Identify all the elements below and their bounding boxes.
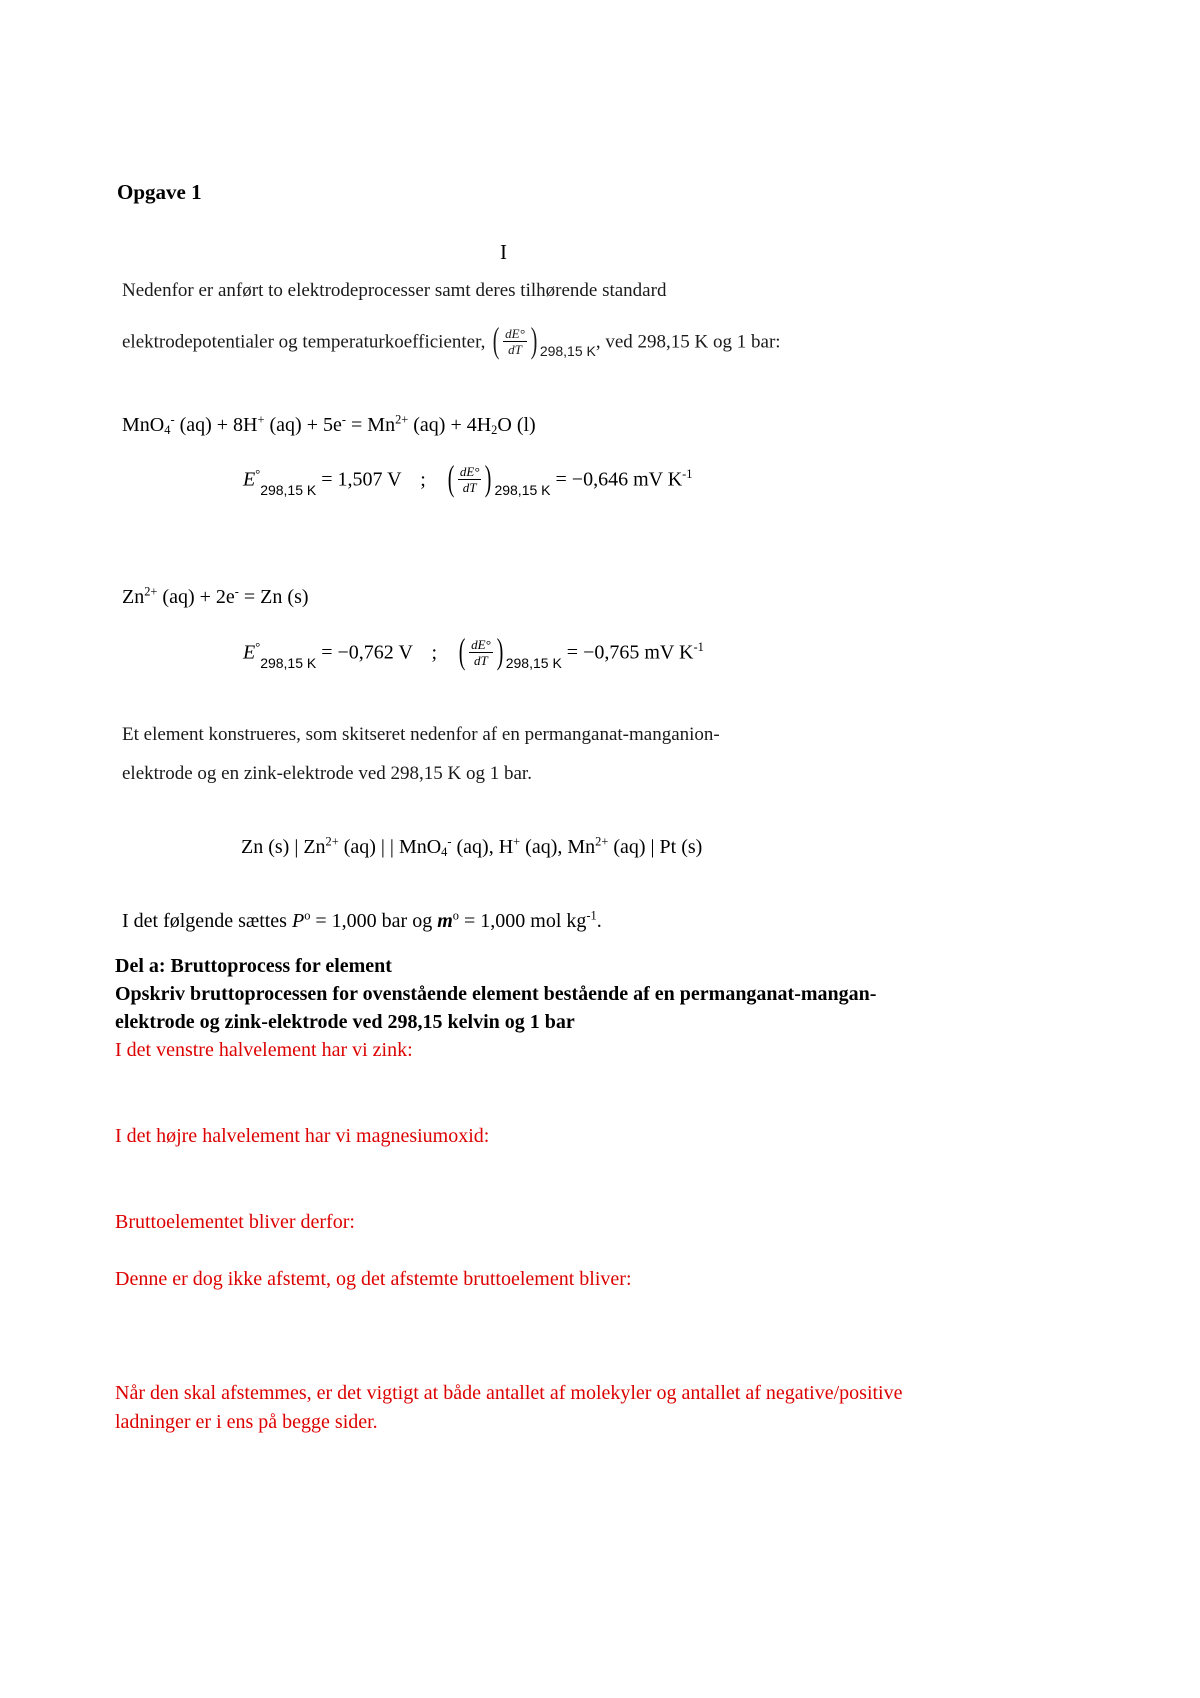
reaction-2-equation: $Zn^{2+}$ (aq) + 2e- = Zn (s) xyxy=(122,584,309,608)
reaction-2-coef-value: = −0,765 mV K xyxy=(566,641,694,664)
reaction-2-e-value: = −0,762 V xyxy=(321,641,413,664)
derivative-subscript: 298,15 K xyxy=(539,343,596,360)
page-title: Opgave 1 xyxy=(117,180,202,204)
intro-line-2-prefix: elektrodepotentialer og temperaturkoefficienter, xyxy=(122,331,486,353)
intro-line-2: elektrodepotentialer og temperaturkoefficienter, ( $\frac{dE^\circ}{dT}$ ) $_{298,15 K}$, ved 298,15 K og 1 bar: xyxy=(122,320,781,360)
reaction-1-equation: MnO$_4$- (aq) + 8H+ $(aq) + 5e^- = Mn^{2+}$ $(aq) + 4H_2O$ (l) xyxy=(122,412,536,438)
reaction-2-potential: $E^\circ_{298,15 K} = -0,762$ V ; ( $\frac{dE^\circ}{dT}$ ) $_{298,15 K}$ = −0,765 mV $K^{-1}$ xyxy=(243,631,704,671)
answer-note-line-2: ladninger er i ens på begge sider. xyxy=(115,1411,378,1433)
derivative-fraction: $\frac{dE^\circ}{dT}$ xyxy=(505,325,525,357)
answer-note-line-1: Når den skal afstemmes, er det vigtigt at både antallet af molekyler og antallet af negative/positive xyxy=(115,1382,903,1404)
answer-balance: Denne er dog ikke afstemt, og det afstemte bruttoelement bliver: xyxy=(115,1268,632,1290)
answer-brutto: Bruttoelementet bliver derfor: xyxy=(115,1211,355,1233)
intro-line-2-suffix: , ved 298,15 K og 1 bar: xyxy=(595,331,781,353)
task-line-2: elektrode og zink-elektrode ved 298,15 kelvin og 1 bar xyxy=(115,1011,575,1033)
standard-values-line: I det følgende sættes $P^o = 1,000$ bar og $m^o = 1,000$ mol $kg^{-1}$. xyxy=(122,908,602,932)
answer-right-half: I det højre halvelement har vi magnesiumoxid: xyxy=(115,1125,490,1147)
task-line-1: Opskriv bruttoprocessen for ovenstående element bestående af en permanganat-mangan- xyxy=(115,983,877,1005)
reaction-1-e-value: = 1,507 V xyxy=(321,468,402,491)
reaction-1-coef-value: = −0,646 mV K xyxy=(555,468,683,491)
cell-notation: Zn (s) | $Zn^{2+}$ (aq) | | MnO$_4$- (aq), H+ (aq), $Mn^{2+}$ (aq) | Pt (s) xyxy=(241,834,703,860)
task-heading: Del a: Bruttoprocess for element xyxy=(115,955,392,977)
element-text-line-1: Et element konstrueres, som skitseret nedenfor af en permanganat-manganion- xyxy=(122,724,720,745)
intro-line-1: Nedenfor er anført to elektrodeprocesser samt deres tilhørende standard xyxy=(122,280,667,301)
element-text-line-2: elektrode og en zink-elektrode ved 298,15 K og 1 bar. xyxy=(122,763,532,784)
reaction-1-potential: $E^\circ_{298,15 K} = 1,507$ V ; ( $\frac{dE^\circ}{dT}$ ) $_{298,15 K}$ = −0,646 mV $K^{-1}$ xyxy=(243,458,693,498)
section-numeral: I xyxy=(500,240,507,264)
answer-left-half: I det venstre halvelement har vi zink: xyxy=(115,1039,413,1061)
